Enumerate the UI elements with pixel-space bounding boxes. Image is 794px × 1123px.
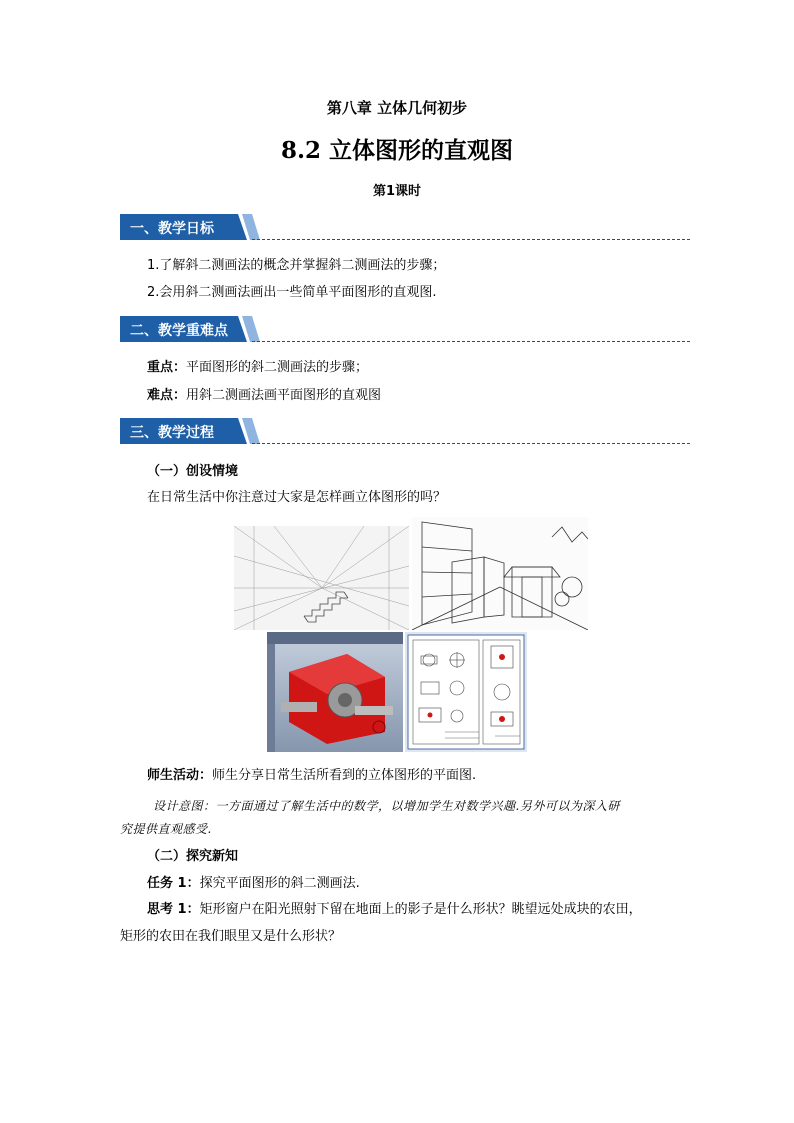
section-tab — [120, 418, 260, 444]
think-text: 矩形窗户在阳光照射下留在地面上的影子是什么形状？眺望远处成块的农田， — [199, 902, 642, 917]
street-perspective-image — [412, 517, 588, 630]
key-point-line — [147, 358, 368, 378]
activity-line — [147, 766, 476, 786]
hard-point-line — [147, 386, 381, 406]
street-perspective-drawing — [412, 517, 588, 630]
section-heading: 一、教学日标 — [130, 221, 214, 237]
cad-gearbox-image — [267, 632, 403, 752]
key-text: 平面图形的斜二测画法的步骤； — [186, 360, 369, 375]
dashed-divider — [252, 341, 690, 342]
chapter-title: 第八章 立体几何初步 — [326, 99, 468, 117]
hard-text: 用斜二测画法画平面图形的直观图 — [186, 388, 382, 403]
engineering-drawing — [405, 632, 527, 752]
activity-text: 师生分享日常生活所看到的立体图形的平面图. — [212, 768, 477, 783]
key-label: 重点： — [147, 360, 187, 375]
lesson-label: 第1课时 — [372, 184, 422, 199]
section-tab — [120, 214, 260, 240]
think-line-continued: 矩形的农田在我们眼里又是什么形状？ — [120, 929, 342, 944]
part-title: （二）探究新知 — [147, 849, 239, 864]
section-header-key-points — [120, 316, 690, 344]
section-header-goals — [120, 214, 690, 242]
part-title: （一）创设情境 — [147, 464, 239, 479]
dashed-divider — [252, 443, 690, 444]
page-title: 8.2 立体图形的直观图 — [280, 137, 514, 164]
task-line — [147, 874, 360, 894]
perspective-sketch-drawing — [234, 526, 409, 630]
hard-label: 难点： — [147, 388, 187, 403]
section-header-process — [120, 418, 690, 446]
section-heading: 三、教学过程 — [130, 425, 214, 441]
activity-label: 师生活动： — [147, 768, 213, 783]
section-heading: 二、教学重难点 — [130, 323, 228, 339]
cad-gearbox-drawing — [267, 632, 403, 752]
goal-item: 1.了解斜二测画法的概念并掌握斜二测画法的步骤； — [147, 258, 446, 273]
perspective-sketch-image — [234, 526, 409, 630]
intro-question: 在日常生活中你注意过大家是怎样画立体图形的吗？ — [147, 490, 447, 505]
task-label: 任务 1： — [147, 876, 200, 891]
engineering-drawing-image — [405, 632, 527, 752]
goal-item: 2.会用斜二测画法画出一些简单平面图形的直观图. — [147, 285, 437, 300]
design-intent-line1: 设计意图：一方面通过了解生活中的数学，以增加学生对数学兴趣.另外可以为深入研 — [153, 799, 620, 813]
task-text: 探究平面图形的斜二测画法. — [199, 876, 360, 891]
think-label: 思考 1： — [147, 902, 200, 917]
dashed-divider — [252, 239, 690, 240]
think-line — [147, 900, 642, 920]
section-tab — [120, 316, 260, 342]
design-intent-line2: 究提供直观感受. — [120, 822, 212, 836]
